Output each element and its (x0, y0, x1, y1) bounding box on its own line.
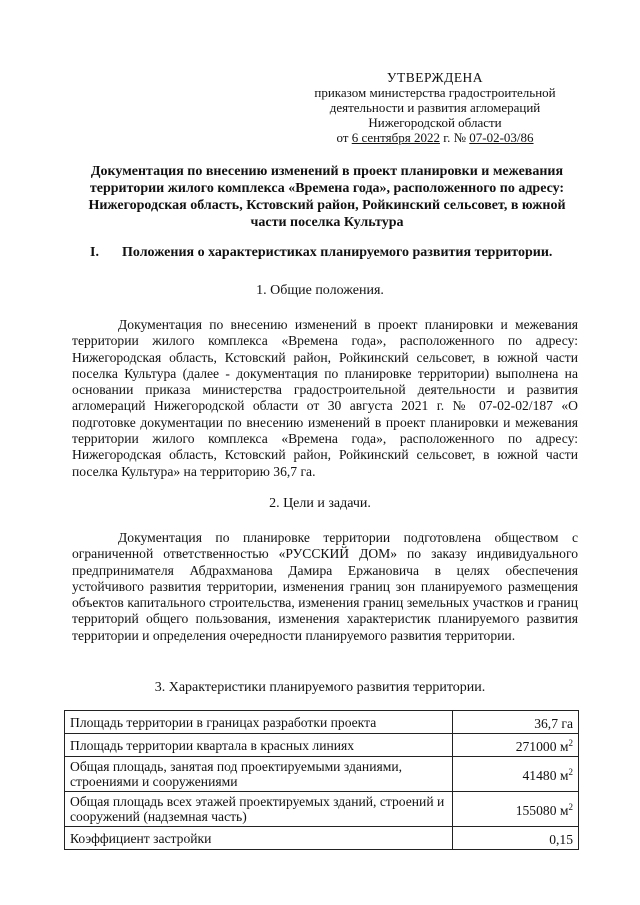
section-heading (90, 244, 580, 261)
row-value-text: 0,15 (549, 832, 573, 847)
row-label: Площадь территории квартала в красных линиях (65, 734, 453, 757)
section-title: Положения о характеристиках планируемого развития территории. (122, 245, 553, 260)
characteristics-table (64, 710, 579, 850)
approval-date-line (300, 130, 570, 145)
approval-number: 07-02-03/86 (469, 130, 534, 145)
table-row (65, 734, 579, 757)
table-row (65, 792, 579, 827)
row-value-text: 41480 м (522, 768, 569, 783)
row-label: Площадь территории в границах разработки проекта (65, 711, 453, 734)
row-label: Общая площадь, занятая под проектируемыми зданиями, строениями и сооружениями (65, 757, 453, 792)
row-value (453, 792, 579, 827)
subheading-characteristics: 3. Характеристики планируемого развития территории. (154, 680, 486, 695)
approval-date: 6 сентября 2022 (351, 130, 440, 145)
approval-stamp (300, 70, 570, 145)
approval-line: деятельности и развития агломераций (329, 100, 541, 115)
paragraph-goals: Документация по планировке территории подготовлена обществом с ограниченной ответственностью «РУССКИЙ ДОМ» по заказу индивидуального предпринимателя Абдрахманова Дамира Ержановича в целях обеспечения устойчивого развития территории, изменения границ зон планируемого размещения объектов капитального строительства, изменения границ земельных участков и границ территорий общего пользования, изменения характеристик планируемого развития территории и определения очередности планируемого развития территории. (72, 530, 578, 643)
row-value-text: 36,7 га (534, 716, 573, 731)
subheading-goals: 2. Цели и задачи. (269, 496, 371, 511)
row-value (453, 711, 579, 734)
row-value-text: 271000 м (515, 739, 569, 754)
row-value (453, 734, 579, 757)
table-row (65, 757, 579, 792)
row-value (453, 827, 579, 850)
subheading-general: 1. Общие положения. (256, 283, 384, 298)
row-value-sup: 2 (568, 802, 573, 812)
row-value-sup: 2 (568, 738, 573, 748)
row-label: Общая площадь всех этажей проектируемых зданий, строений и сооружений (надземная часть) (65, 792, 453, 827)
table-row (65, 711, 579, 734)
approval-heading: УТВЕРЖДЕНА (386, 70, 484, 85)
paragraph-general: Документация по внесению изменений в проект планировки и межевания территории жилого комплекса «Времена года», расположенного по адресу: Нижегородская область, Кстовский район, Ройкинский сельсовет, в южной части поселка Культура (далее - документация по планировке территории) выполнена на основании приказа министерства градостроительной деятельности и развития агломераций Нижегородской области от 30 августа 2021 г. № 07-02-02/187 «О подготовке документации по внесению изменений в проект планировки и межевания территории жилого комплекса «Времена года», расположенного по адресу: Нижегородская область, Кстовский район, Ройкинский сельсовет, в южной части поселка Культура» на территорию 36,7 га. (72, 317, 578, 479)
table-row (65, 827, 579, 850)
approval-date-prefix: от (336, 130, 349, 145)
row-label: Коэффициент застройки (65, 827, 453, 850)
approval-date-suffix: г. № (443, 130, 466, 145)
document-title: Документация по внесению изменений в проект планировки и межевания территории жилого комплекса «Времена года», расположенного по адресу: Нижегородская область, Кстовский район, Ройкинский сельсовет, в южной части поселка Культура (88, 164, 566, 230)
section-number: I. (90, 245, 99, 260)
row-value-text: 155080 м (515, 803, 569, 818)
row-value (453, 757, 579, 792)
approval-line: Нижегородской области (368, 115, 502, 130)
approval-line: приказом министерства градостроительной (314, 85, 556, 100)
row-value-sup: 2 (568, 767, 573, 777)
